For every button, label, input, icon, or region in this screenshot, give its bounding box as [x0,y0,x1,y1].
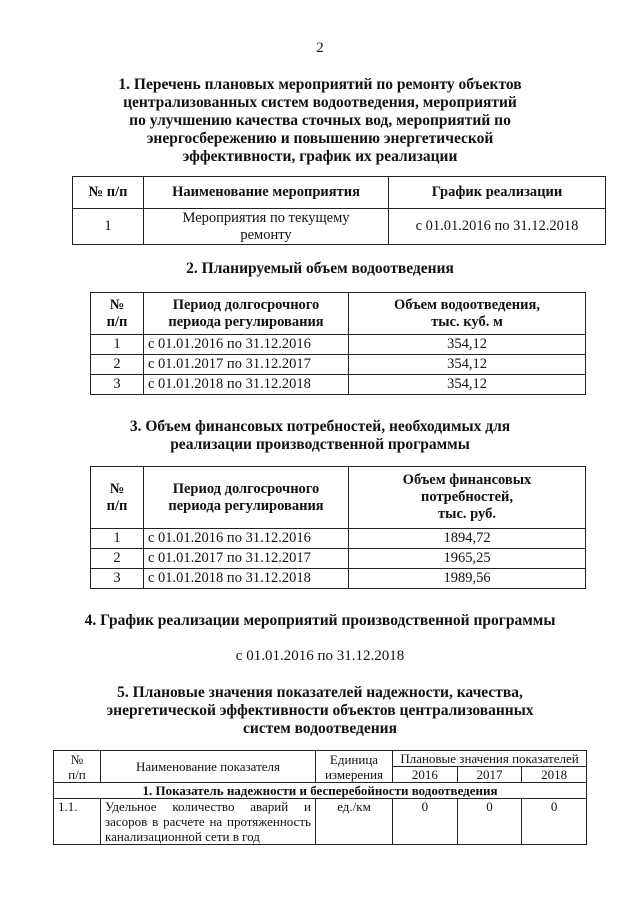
row-n: 1 [91,335,144,355]
section1-title-line: по улучшению качества сточных вод, мероприятий по [129,112,511,129]
header-n-line: № [70,751,84,767]
row-n: 3 [91,375,144,395]
header-period-line: периода регулирования [168,497,324,514]
section5-title-line: энергетической эффективности объектов централизованных [106,702,534,719]
header-n-line: п/п [106,497,128,514]
header-n-line: п/п [68,766,86,782]
table-row [91,355,586,375]
header-planned: Плановые значения показателей [393,751,587,767]
row-name-line: Мероприятия по текущему [182,209,350,226]
table-row [54,799,587,845]
table-row [91,549,586,569]
row-n: 2 [91,549,144,569]
row-name [101,799,316,845]
header-period-line: Период долгосрочного [172,480,320,497]
table-row [91,335,586,355]
section2-table [90,292,586,395]
row-n: 1 [91,529,144,549]
header-period-line: периода регулирования [168,313,324,330]
table-header-row [91,293,586,335]
section5-table [53,750,587,845]
table-header-row [54,751,587,767]
header-n-line: № [109,480,125,497]
row-n: 1.1. [54,799,101,845]
table-header-row [91,467,586,529]
row-period: с 01.01.2018 по 31.12.2018 [144,569,349,589]
row-unit: ед./км [316,799,393,845]
section1-title-line: централизованных систем водоотведения, мероприятий [123,94,517,111]
header-unit-line: измерения [324,766,384,782]
row-value: 354,12 [349,355,586,375]
row-value-2017: 0 [457,799,522,845]
row-value: 354,12 [349,375,586,395]
row-n: 3 [91,569,144,589]
header-value-line: потребностей, [420,489,514,505]
header-name: Наименование мероприятия [144,177,389,209]
row-period: с 01.01.2016 по 31.12.2016 [144,335,349,355]
row-value: 1989,56 [349,569,586,589]
row-value: 1965,25 [349,549,586,569]
header-schedule: График реализации [389,177,606,209]
section4-schedule: с 01.01.2016 по 31.12.2018 [235,648,405,664]
section3-title [0,418,640,454]
header-year: 2017 [457,767,522,783]
table-row [91,375,586,395]
row-value: 1894,72 [349,529,586,549]
row-name-line: засоров в расчете на протяженность [105,814,311,829]
header-volume-line: Объем водоотведения, [394,296,540,313]
group-row [54,783,587,799]
row-value-2018: 0 [522,799,587,845]
row-period: с 01.01.2016 по 31.12.2016 [144,529,349,549]
section5-title [0,684,640,738]
header-period [144,467,349,529]
header-value [349,467,586,529]
row-name-line: ремонту [240,226,292,243]
header-n [91,293,144,335]
header-name: Наименование показателя [101,751,316,783]
header-n-line: № [109,296,125,313]
row-value: 354,12 [349,335,586,355]
section1-table [72,176,606,245]
section3-title-line: реализации производственной программы [170,436,470,453]
header-period-line: Период долгосрочного [172,296,320,313]
header-period [144,293,349,335]
section3-title-line: 3. Объем финансовых потребностей, необходимых для [129,418,511,435]
header-value-line: Объем финансовых [402,472,532,488]
header-n [54,751,101,783]
table-header-row [73,177,606,209]
row-schedule: с 01.01.2016 по 31.12.2018 [389,209,606,245]
header-year: 2018 [522,767,587,783]
section1-title [0,76,640,166]
row-name [144,209,389,245]
header-n-line: п/п [106,313,128,330]
table-row [91,529,586,549]
section4-title: 4. График реализации мероприятий производственной программы [84,612,556,629]
header-value-line: тыс. руб. [438,506,496,522]
section5-title-line: 5. Плановые значения показателей надежности, качества, [117,684,523,701]
header-n: № п/п [73,177,144,209]
section5-title-line: систем водоотведения [243,720,397,737]
table-row [91,569,586,589]
header-volume [349,293,586,335]
section3-table [90,466,586,589]
row-period: с 01.01.2018 по 31.12.2018 [144,375,349,395]
row-name-line: канализационной сети в год [105,829,260,844]
row-n: 1 [73,209,144,245]
page-number: 2 [316,40,324,56]
row-period: с 01.01.2017 по 31.12.2017 [144,355,349,375]
row-n: 2 [91,355,144,375]
table-row [73,209,606,245]
header-year: 2016 [393,767,458,783]
section1-title-line: энергосбережению и повышению энергетической [146,130,494,147]
group-title: 1. Показатель надежности и бесперебойности водоотведения [54,783,587,799]
header-volume-line: тыс. куб. м [431,313,503,330]
header-unit [316,751,393,783]
section2-title: 2. Планируемый объем водоотведения [186,260,454,277]
section1-title-line: 1. Перечень плановых мероприятий по ремонту объектов [118,76,522,93]
section1-title-line: эффективности, график их реализации [182,148,458,165]
header-unit-line: Единица [329,751,379,767]
row-value-2016: 0 [393,799,458,845]
row-period: с 01.01.2017 по 31.12.2017 [144,549,349,569]
row-name-line: Удельное количество аварий и [105,799,311,814]
header-n [91,467,144,529]
